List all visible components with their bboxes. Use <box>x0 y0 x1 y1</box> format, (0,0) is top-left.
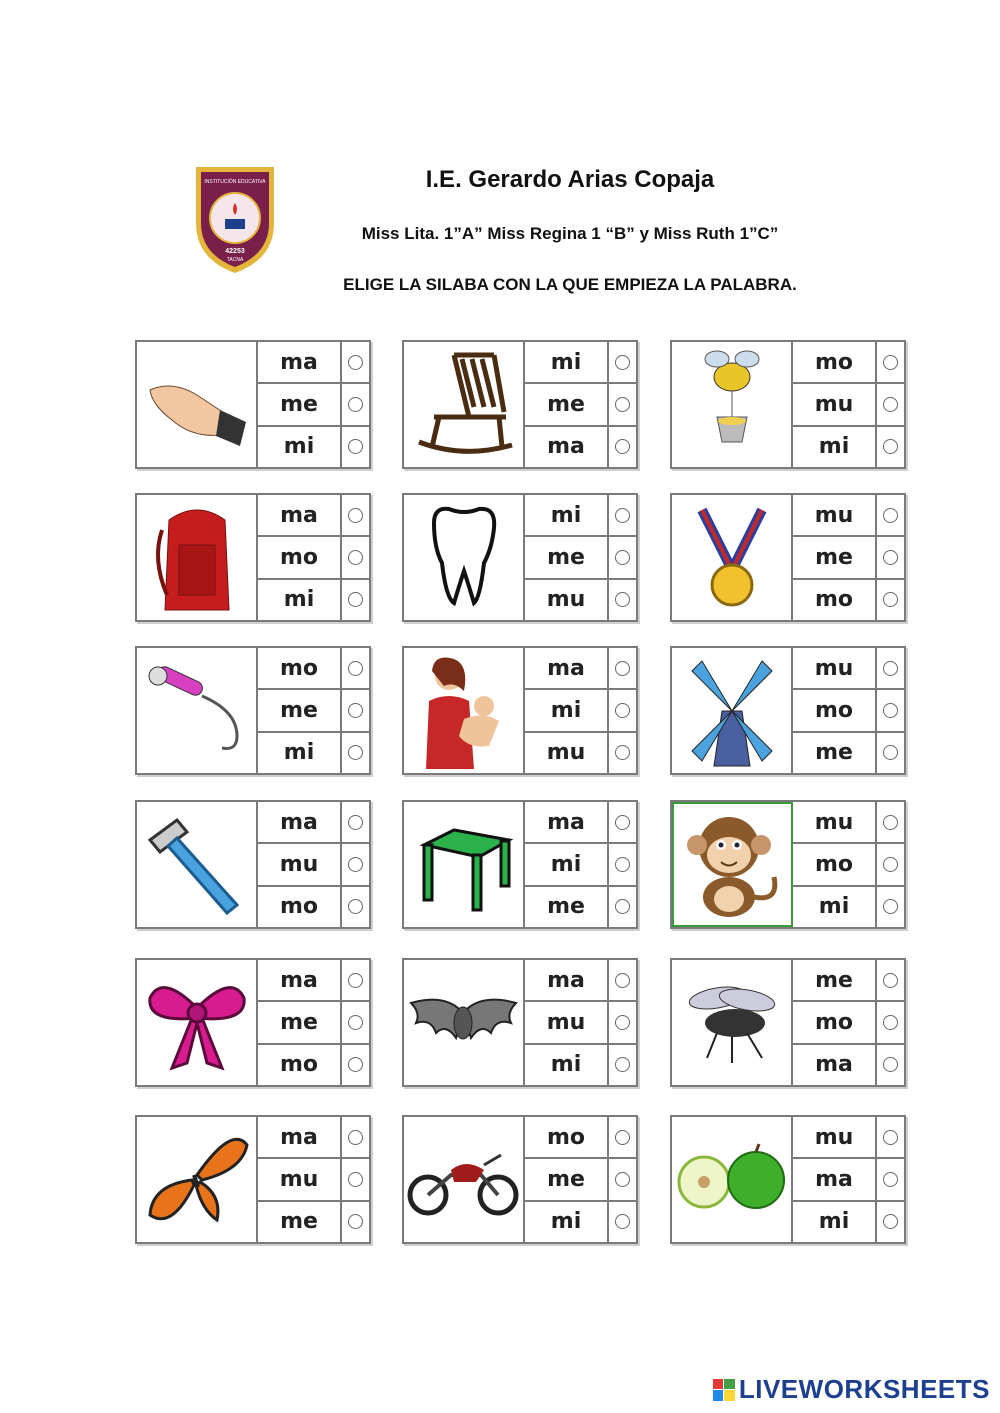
syllable-label: mu <box>525 1002 609 1042</box>
syllable-label: mu <box>258 844 342 884</box>
syllable-radio-button[interactable] <box>877 802 904 842</box>
syllable-label: me <box>793 960 877 1000</box>
radio-circle-icon[interactable] <box>348 815 363 830</box>
syllable-option <box>525 648 636 690</box>
syllable-option <box>525 960 636 1002</box>
syllable-option <box>793 690 904 732</box>
radio-circle-icon[interactable] <box>348 508 363 523</box>
hand-icon <box>137 342 258 467</box>
syllable-radio-button[interactable] <box>877 1117 904 1157</box>
syllable-label: me <box>793 733 877 773</box>
radio-circle-icon[interactable] <box>883 1172 898 1187</box>
syllable-label: mu <box>793 495 877 535</box>
syllable-radio-button[interactable] <box>342 1159 369 1199</box>
syllable-options <box>525 342 636 467</box>
radio-circle-icon[interactable] <box>615 508 630 523</box>
table-icon <box>404 802 525 927</box>
syllable-option <box>525 1117 636 1159</box>
radio-circle-icon[interactable] <box>615 703 630 718</box>
radio-circle-icon[interactable] <box>348 1130 363 1145</box>
syllable-radio-button[interactable] <box>877 342 904 382</box>
syllable-radio-button[interactable] <box>609 1002 636 1042</box>
syllable-radio-button[interactable] <box>342 887 369 927</box>
syllable-radio-button[interactable] <box>342 342 369 382</box>
radio-circle-icon[interactable] <box>348 1057 363 1072</box>
radio-circle-icon[interactable] <box>883 745 898 760</box>
syllable-radio-button[interactable] <box>342 580 369 620</box>
radio-circle-icon[interactable] <box>883 508 898 523</box>
syllable-label: mi <box>525 1202 609 1242</box>
syllable-label: mu <box>793 1117 877 1157</box>
syllable-options <box>793 342 904 467</box>
radio-circle-icon[interactable] <box>883 397 898 412</box>
syllable-option <box>525 580 636 620</box>
radio-circle-icon[interactable] <box>883 973 898 988</box>
radio-circle-icon[interactable] <box>348 397 363 412</box>
bee-icon <box>672 342 793 467</box>
syllable-radio-button[interactable] <box>609 580 636 620</box>
syllable-label: mo <box>793 1002 877 1042</box>
syllable-option <box>258 384 369 426</box>
radio-circle-icon[interactable] <box>883 550 898 565</box>
syllable-radio-button[interactable] <box>609 537 636 577</box>
radio-circle-icon[interactable] <box>348 661 363 676</box>
syllable-label: mo <box>793 844 877 884</box>
radio-circle-icon[interactable] <box>348 550 363 565</box>
radio-circle-icon[interactable] <box>615 397 630 412</box>
syllable-label: ma <box>793 1045 877 1085</box>
syllable-radio-button[interactable] <box>609 1202 636 1242</box>
syllable-options <box>525 495 636 620</box>
exercise-card <box>402 340 638 469</box>
syllable-radio-button[interactable] <box>609 342 636 382</box>
mother-baby-icon <box>404 648 525 773</box>
exercise-card <box>670 646 906 775</box>
syllable-label: mi <box>258 580 342 620</box>
exercise-card <box>402 1115 638 1244</box>
radio-circle-icon[interactable] <box>883 857 898 872</box>
exercise-card <box>402 493 638 622</box>
syllable-label: me <box>258 690 342 730</box>
syllable-option <box>793 844 904 886</box>
exercise-card <box>135 1115 371 1244</box>
syllable-radio-button[interactable] <box>877 495 904 535</box>
syllable-label: mu <box>525 733 609 773</box>
syllable-option <box>793 342 904 384</box>
syllable-radio-button[interactable] <box>877 690 904 730</box>
syllable-option <box>258 1159 369 1201</box>
syllable-label: mi <box>793 1202 877 1242</box>
radio-circle-icon[interactable] <box>615 745 630 760</box>
syllable-options <box>258 495 369 620</box>
syllable-radio-button[interactable] <box>609 648 636 688</box>
syllable-option <box>258 1002 369 1044</box>
exercise-card <box>402 646 638 775</box>
syllable-option <box>793 733 904 773</box>
syllable-label: mi <box>793 427 877 467</box>
syllable-option <box>525 1159 636 1201</box>
syllable-option <box>525 537 636 579</box>
radio-circle-icon[interactable] <box>348 592 363 607</box>
syllable-radio-button[interactable] <box>877 1202 904 1242</box>
syllable-option <box>258 427 369 467</box>
syllable-option <box>525 733 636 773</box>
syllable-option <box>258 802 369 844</box>
syllable-options <box>258 342 369 467</box>
syllable-label: ma <box>525 648 609 688</box>
radio-circle-icon[interactable] <box>615 857 630 872</box>
syllable-radio-button[interactable] <box>609 690 636 730</box>
syllable-options <box>258 802 369 927</box>
syllable-radio-button[interactable] <box>342 427 369 467</box>
syllable-option <box>258 1045 369 1085</box>
syllable-options <box>258 1117 369 1242</box>
syllable-label: ma <box>258 802 342 842</box>
syllable-option <box>793 427 904 467</box>
syllable-options <box>793 960 904 1085</box>
syllable-radio-button[interactable] <box>342 495 369 535</box>
syllable-label: me <box>258 1002 342 1042</box>
exercise-card <box>135 646 371 775</box>
syllable-option <box>258 648 369 690</box>
radio-circle-icon[interactable] <box>883 1214 898 1229</box>
syllable-option <box>258 733 369 773</box>
syllable-radio-button[interactable] <box>342 537 369 577</box>
syllable-label: mo <box>258 1045 342 1085</box>
syllable-label: mi <box>258 427 342 467</box>
radio-circle-icon[interactable] <box>615 1015 630 1030</box>
radio-circle-icon[interactable] <box>615 592 630 607</box>
syllable-label: ma <box>525 960 609 1000</box>
radio-circle-icon[interactable] <box>615 550 630 565</box>
syllable-option <box>525 1202 636 1242</box>
syllable-option <box>793 802 904 844</box>
radio-circle-icon[interactable] <box>348 1172 363 1187</box>
radio-circle-icon[interactable] <box>883 592 898 607</box>
syllable-option <box>793 648 904 690</box>
syllable-option <box>793 1045 904 1085</box>
exercise-card <box>670 800 906 929</box>
radio-circle-icon[interactable] <box>615 815 630 830</box>
syllable-radio-button[interactable] <box>342 384 369 424</box>
syllable-option <box>258 960 369 1002</box>
syllable-radio-button[interactable] <box>609 1045 636 1085</box>
liveworksheets-icon <box>713 1379 735 1401</box>
syllable-radio-button[interactable] <box>609 960 636 1000</box>
exercise-card <box>670 340 906 469</box>
syllable-radio-button[interactable] <box>342 1045 369 1085</box>
syllable-radio-button[interactable] <box>342 802 369 842</box>
syllable-label: me <box>793 537 877 577</box>
syllable-radio-button[interactable] <box>877 1045 904 1085</box>
syllable-label: mi <box>525 342 609 382</box>
syllable-radio-button[interactable] <box>877 960 904 1000</box>
radio-circle-icon[interactable] <box>883 1130 898 1145</box>
rocking-chair-icon <box>404 342 525 467</box>
syllable-label: mi <box>793 887 877 927</box>
syllable-label: ma <box>258 495 342 535</box>
syllable-radio-button[interactable] <box>877 648 904 688</box>
radio-circle-icon[interactable] <box>883 439 898 454</box>
liveworksheets-footer <box>713 1374 990 1405</box>
syllable-label: mo <box>525 1117 609 1157</box>
syllable-option <box>258 844 369 886</box>
syllable-label: ma <box>525 802 609 842</box>
syllable-radio-button[interactable] <box>342 1117 369 1157</box>
radio-circle-icon[interactable] <box>883 1057 898 1072</box>
radio-circle-icon[interactable] <box>348 1015 363 1030</box>
radio-circle-icon[interactable] <box>348 703 363 718</box>
syllable-label: me <box>258 1202 342 1242</box>
syllable-option <box>793 960 904 1002</box>
syllable-option <box>258 580 369 620</box>
radio-circle-icon[interactable] <box>883 815 898 830</box>
syllable-radio-button[interactable] <box>609 384 636 424</box>
exercise-card <box>135 800 371 929</box>
syllable-radio-button[interactable] <box>877 1002 904 1042</box>
syllable-label: ma <box>793 1159 877 1199</box>
radio-circle-icon[interactable] <box>883 1015 898 1030</box>
syllable-option <box>525 1002 636 1044</box>
syllable-option <box>525 690 636 732</box>
teachers-line: Miss Lita. 1”A” Miss Regina 1 “B” y Miss Ruth 1”C” <box>361 224 779 243</box>
exercise-card <box>670 493 906 622</box>
syllable-options <box>525 648 636 773</box>
syllable-label: ma <box>258 342 342 382</box>
radio-circle-icon[interactable] <box>883 899 898 914</box>
syllable-option <box>793 580 904 620</box>
syllable-label: mo <box>258 537 342 577</box>
syllable-option <box>793 1159 904 1201</box>
exercise-card <box>135 958 371 1087</box>
radio-circle-icon[interactable] <box>615 1214 630 1229</box>
syllable-radio-button[interactable] <box>609 844 636 884</box>
radio-circle-icon[interactable] <box>883 703 898 718</box>
medal-icon <box>672 495 793 620</box>
syllable-radio-button[interactable] <box>609 802 636 842</box>
monkey-icon <box>672 802 793 927</box>
syllable-option <box>525 495 636 537</box>
syllable-options <box>793 495 904 620</box>
syllable-label: mu <box>793 384 877 424</box>
syllable-option <box>793 1117 904 1159</box>
microphone-icon <box>137 648 258 773</box>
radio-circle-icon[interactable] <box>348 745 363 760</box>
syllable-radio-button[interactable] <box>877 887 904 927</box>
radio-circle-icon[interactable] <box>348 973 363 988</box>
syllable-label: me <box>525 537 609 577</box>
syllable-options <box>525 802 636 927</box>
syllable-option <box>258 690 369 732</box>
syllable-label: mu <box>525 580 609 620</box>
syllable-radio-button[interactable] <box>877 844 904 884</box>
syllable-option <box>258 1117 369 1159</box>
syllable-option <box>793 887 904 927</box>
syllable-radio-button[interactable] <box>877 733 904 773</box>
bow-icon <box>137 960 258 1085</box>
syllable-radio-button[interactable] <box>877 1159 904 1199</box>
exercise-card <box>135 493 371 622</box>
bat-icon <box>404 960 525 1085</box>
syllable-label: mi <box>525 690 609 730</box>
syllable-radio-button[interactable] <box>609 1117 636 1157</box>
radio-circle-icon[interactable] <box>348 439 363 454</box>
instruction-text: ELIGE LA SILABA CON LA QUE EMPIEZA LA PALABRA. <box>343 275 797 294</box>
syllable-label: ma <box>258 960 342 1000</box>
syllable-options <box>793 1117 904 1242</box>
apple-icon <box>672 1117 793 1242</box>
radio-circle-icon[interactable] <box>348 857 363 872</box>
syllable-label: mi <box>525 1045 609 1085</box>
syllable-label: mo <box>793 342 877 382</box>
syllable-label: mo <box>258 648 342 688</box>
radio-circle-icon[interactable] <box>615 439 630 454</box>
fly-icon <box>672 960 793 1085</box>
syllable-label: mo <box>793 690 877 730</box>
syllable-option <box>793 537 904 579</box>
syllable-radio-button[interactable] <box>877 537 904 577</box>
hammer-icon <box>137 802 258 927</box>
syllable-option <box>525 887 636 927</box>
syllable-radio-button[interactable] <box>877 427 904 467</box>
radio-circle-icon[interactable] <box>883 355 898 370</box>
syllable-label: mu <box>793 802 877 842</box>
backpack-icon <box>137 495 258 620</box>
windmill-icon <box>672 648 793 773</box>
syllable-radio-button[interactable] <box>609 1159 636 1199</box>
exercise-card <box>402 958 638 1087</box>
syllable-option <box>258 887 369 927</box>
syllable-radio-button[interactable] <box>877 384 904 424</box>
radio-circle-icon[interactable] <box>883 661 898 676</box>
syllable-options <box>793 648 904 773</box>
syllable-option <box>793 1202 904 1242</box>
syllable-options <box>258 960 369 1085</box>
syllable-option <box>258 495 369 537</box>
syllable-option <box>525 1045 636 1085</box>
syllable-option <box>525 384 636 426</box>
syllable-radio-button[interactable] <box>877 580 904 620</box>
radio-circle-icon[interactable] <box>348 899 363 914</box>
syllable-radio-button[interactable] <box>609 495 636 535</box>
radio-circle-icon[interactable] <box>348 1214 363 1229</box>
syllable-radio-button[interactable] <box>609 887 636 927</box>
logo-text-top: INSTITUCIÓN EDUCATIVA <box>204 179 266 185</box>
syllable-label: me <box>525 384 609 424</box>
radio-circle-icon[interactable] <box>615 355 630 370</box>
syllable-option <box>525 802 636 844</box>
syllable-radio-button[interactable] <box>342 960 369 1000</box>
logo-text-city: TACNA <box>226 257 244 263</box>
syllable-label: mo <box>793 580 877 620</box>
syllable-radio-button[interactable] <box>342 1202 369 1242</box>
radio-circle-icon[interactable] <box>615 1057 630 1072</box>
syllable-label: mi <box>258 733 342 773</box>
syllable-option <box>525 844 636 886</box>
syllable-radio-button[interactable] <box>342 690 369 730</box>
exercise-card <box>402 800 638 929</box>
syllable-label: mu <box>793 648 877 688</box>
syllable-option <box>525 427 636 467</box>
syllable-label: mo <box>258 887 342 927</box>
syllable-option <box>793 1002 904 1044</box>
school-title: I.E. Gerardo Arias Copaja <box>425 166 715 193</box>
syllable-label: mu <box>258 1159 342 1199</box>
syllable-option <box>793 495 904 537</box>
logo-text-number: 42253 <box>225 248 245 255</box>
motorcycle-icon <box>404 1117 525 1242</box>
syllable-options <box>258 648 369 773</box>
tooth-icon <box>404 495 525 620</box>
syllable-label: me <box>525 887 609 927</box>
syllable-option <box>258 1202 369 1242</box>
syllable-option <box>258 342 369 384</box>
syllable-label: me <box>258 384 342 424</box>
exercise-card <box>670 1115 906 1244</box>
syllable-options <box>525 960 636 1085</box>
syllable-radio-button[interactable] <box>342 648 369 688</box>
syllable-label: mi <box>525 495 609 535</box>
liveworksheets-brand: LIVEWORKSHEETS <box>738 1374 990 1404</box>
radio-circle-icon[interactable] <box>615 661 630 676</box>
syllable-label: ma <box>525 427 609 467</box>
radio-circle-icon[interactable] <box>615 1130 630 1145</box>
radio-circle-icon[interactable] <box>615 899 630 914</box>
syllable-label: ma <box>258 1117 342 1157</box>
butterfly-icon <box>137 1117 258 1242</box>
syllable-radio-button[interactable] <box>609 733 636 773</box>
radio-circle-icon[interactable] <box>615 1172 630 1187</box>
exercise-card <box>135 340 371 469</box>
radio-circle-icon[interactable] <box>615 973 630 988</box>
syllable-radio-button[interactable] <box>342 1002 369 1042</box>
exercise-card <box>670 958 906 1087</box>
syllable-label: mi <box>525 844 609 884</box>
syllable-option <box>258 537 369 579</box>
syllable-radio-button[interactable] <box>342 844 369 884</box>
syllable-radio-button[interactable] <box>609 427 636 467</box>
syllable-options <box>793 802 904 927</box>
syllable-radio-button[interactable] <box>342 733 369 773</box>
syllable-options <box>525 1117 636 1242</box>
syllable-option <box>525 342 636 384</box>
syllable-option <box>793 384 904 426</box>
radio-circle-icon[interactable] <box>348 355 363 370</box>
syllable-label: me <box>525 1159 609 1199</box>
